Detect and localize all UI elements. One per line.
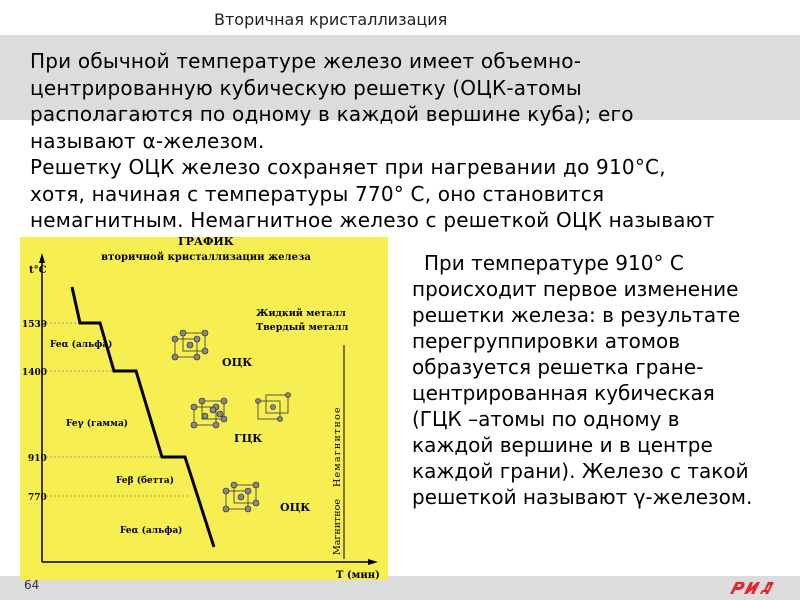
liquid-metal-label: Жидкий металл — [256, 308, 346, 319]
y-tick-label: 1539 — [22, 320, 48, 330]
y-tick-label: 1400 — [22, 368, 48, 378]
right-line: центрированная кубическая — [412, 381, 715, 405]
right-line: решеткой называют γ-железом. — [412, 485, 753, 509]
y-tick-label: 770 — [28, 493, 47, 503]
body-line: При обычной температуре железо имеет объемно- — [30, 49, 582, 73]
body-paragraph — [30, 48, 790, 234]
right-line: перегруппировки атомов — [412, 329, 680, 353]
phase-label: Feγ (гамма) — [66, 419, 129, 429]
phase-label: Feβ (бетта) — [116, 476, 174, 486]
lattice-label: ГЦК — [234, 432, 263, 445]
right-line: каждой вершине и в центре — [412, 433, 713, 457]
graph-title: ГРАФИК — [178, 237, 234, 248]
lattice-label: ОЦК — [280, 501, 311, 514]
right-line: образуется решетка гране- — [412, 355, 704, 379]
page-number: 64 — [24, 578, 40, 592]
body-line: немагнитным. Немагнитное железо с решеткой ОЦК называют — [30, 208, 715, 232]
body-line: центрированную кубическую решетку (ОЦК-атомы — [30, 75, 582, 100]
lattice-label: ОЦК — [222, 356, 253, 369]
slide-title: Вторичная кристаллизация — [214, 10, 448, 29]
crystallization-graph — [20, 237, 388, 580]
y-tick-label: 910 — [28, 454, 47, 464]
phase-label: Feα (альфа) — [120, 526, 183, 536]
x-axis-label: T (мин) — [336, 570, 380, 580]
right-line: решетки железа: в результате — [412, 303, 741, 327]
rzd-logo-icon — [728, 577, 776, 597]
magnetic-label: Магнитное — [332, 499, 343, 555]
body-line: Решетку ОЦК железо сохраняет при нагревании до 910°С, — [30, 155, 666, 179]
right-line: (ГЦК –атомы по одному в — [412, 407, 680, 431]
right-paragraph — [412, 250, 792, 510]
right-line: При температуре 910° С — [424, 251, 684, 275]
graph-subtitle: вторичной кристаллизации железа — [101, 252, 311, 263]
right-line: каждой грани). Железо с такой — [412, 459, 749, 483]
right-line: происходит первое изменение — [412, 277, 739, 301]
body-line: называют α-железом. — [30, 128, 265, 153]
body-line: располагаются по одному в каждой вершине куба); его — [30, 102, 634, 126]
body-line: хотя, начиная с температуры 770° С, оно становится — [30, 181, 605, 206]
y-axis-label: t°C — [29, 265, 47, 276]
solid-metal-label: Твердый металл — [256, 322, 349, 333]
phase-label: Feα (альфа) — [50, 340, 113, 350]
nonmagnetic-label: Немагнитное — [332, 406, 343, 487]
